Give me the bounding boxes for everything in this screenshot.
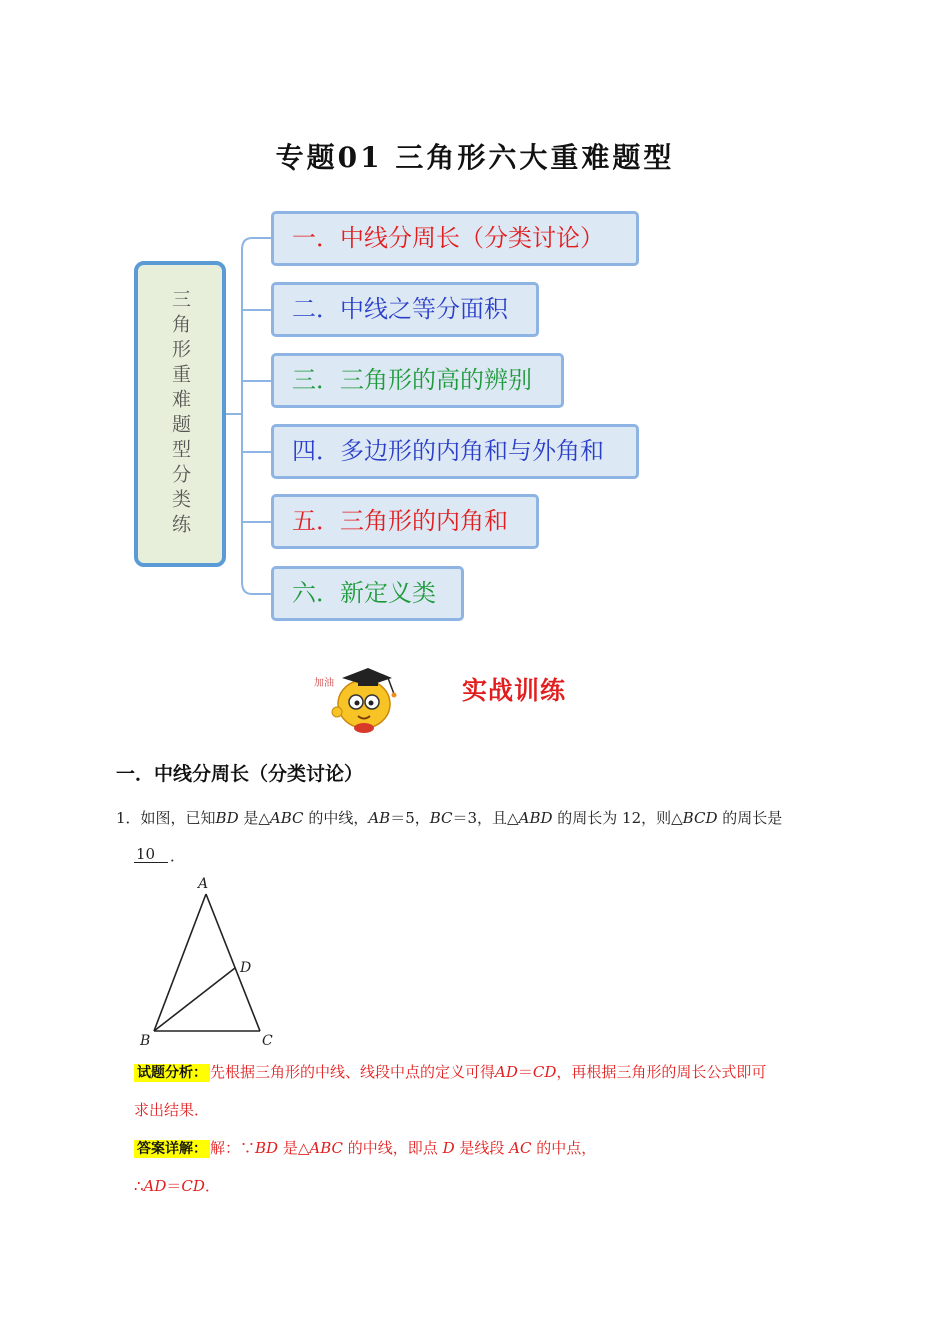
page-title: 专题01 三角形六大重难题型 bbox=[275, 141, 675, 174]
detail-text: 解：∵ bbox=[210, 1139, 256, 1157]
mascot-text: 加油 bbox=[314, 678, 334, 689]
segment-ac bbox=[206, 894, 260, 1031]
q-text: 的中线， bbox=[303, 809, 369, 827]
detail-text: 的中点， bbox=[531, 1139, 597, 1157]
detail-var: D bbox=[442, 1139, 455, 1157]
branch-label: 五．三角形的内角和 bbox=[292, 507, 508, 535]
analysis-text: ＝ bbox=[517, 1063, 533, 1081]
cheering-student-mascot-icon bbox=[312, 664, 408, 734]
mind-map-branch-4 bbox=[271, 424, 639, 479]
q-text: ＝3，且△ bbox=[452, 809, 519, 827]
detail-text: 是线段 bbox=[454, 1139, 510, 1157]
analysis-line-2: 求出结果． bbox=[134, 1101, 210, 1119]
detail-tag: 答案详解： bbox=[134, 1140, 210, 1158]
triangle-figure bbox=[130, 872, 290, 1052]
analysis-text: ，再根据三角形的周长公式即可 bbox=[556, 1063, 767, 1081]
detail-var: AC bbox=[509, 1139, 532, 1157]
detail-text: 的中线，即点 bbox=[343, 1139, 443, 1157]
q-text: ＝5， bbox=[390, 809, 430, 827]
detail-text: 是△ bbox=[278, 1139, 310, 1157]
branch-label: 六．新定义类 bbox=[292, 579, 436, 607]
q-text: 的周长是 bbox=[717, 809, 783, 827]
q-var: ABD bbox=[518, 809, 553, 827]
point-label-b: B bbox=[140, 1033, 151, 1049]
mind-map-branch-2 bbox=[271, 282, 539, 337]
mind-map-branch-1 bbox=[271, 211, 639, 266]
question-end-mark: ． bbox=[170, 847, 186, 865]
detail-var: BD bbox=[255, 1139, 279, 1157]
question-1-text bbox=[116, 807, 782, 828]
q-var: BCD bbox=[682, 809, 718, 827]
analysis-var: AD bbox=[495, 1063, 518, 1081]
topic-mind-map bbox=[0, 0, 950, 640]
branch-label: 三．三角形的高的辨别 bbox=[292, 366, 532, 394]
branch-label: 四．多边形的内角和与外角和 bbox=[292, 437, 604, 465]
detail-line-1 bbox=[134, 1137, 596, 1158]
practice-title: 实战训练 bbox=[462, 676, 567, 705]
detail-line-2 bbox=[134, 1175, 220, 1196]
detail-text: ∴ bbox=[134, 1177, 144, 1195]
analysis-var: CD bbox=[532, 1063, 557, 1081]
branch-label: 二．中线之等分面积 bbox=[292, 295, 508, 323]
mind-map-root-label: 三角形重难题型分类练 bbox=[169, 289, 191, 539]
q-text: 1．如图，已知 bbox=[116, 809, 216, 827]
detail-var: AD bbox=[143, 1177, 167, 1195]
branch-label: 一．中线分周长（分类讨论） bbox=[292, 224, 604, 252]
mind-map-branch-6 bbox=[271, 566, 464, 621]
q-text: 是△ bbox=[238, 809, 270, 827]
q-text: 的周长为 12，则△ bbox=[552, 809, 683, 827]
analysis-line-1 bbox=[134, 1061, 766, 1082]
q-var: BD bbox=[215, 809, 239, 827]
point-label-c: C bbox=[262, 1033, 273, 1049]
detail-text: ． bbox=[204, 1177, 220, 1195]
detail-text: ＝ bbox=[166, 1177, 182, 1195]
q-var: ABC bbox=[269, 809, 304, 827]
point-label-a: A bbox=[198, 876, 209, 892]
q-var: AB bbox=[368, 809, 391, 827]
analysis-tag: 试题分析： bbox=[134, 1064, 210, 1082]
mind-map-branch-5 bbox=[271, 494, 539, 549]
mind-map-root bbox=[134, 261, 226, 567]
section-heading: 一．中线分周长（分类讨论） bbox=[116, 763, 364, 785]
detail-var: CD bbox=[181, 1177, 205, 1195]
point-label-d: D bbox=[240, 960, 252, 976]
q-var: BC bbox=[429, 809, 453, 827]
analysis-text: 先根据三角形的中线、线段中点的定义可得 bbox=[210, 1063, 496, 1081]
detail-var: ABC bbox=[309, 1139, 344, 1157]
answer-blank: 10 bbox=[134, 846, 168, 863]
mind-map-branch-3 bbox=[271, 353, 564, 408]
